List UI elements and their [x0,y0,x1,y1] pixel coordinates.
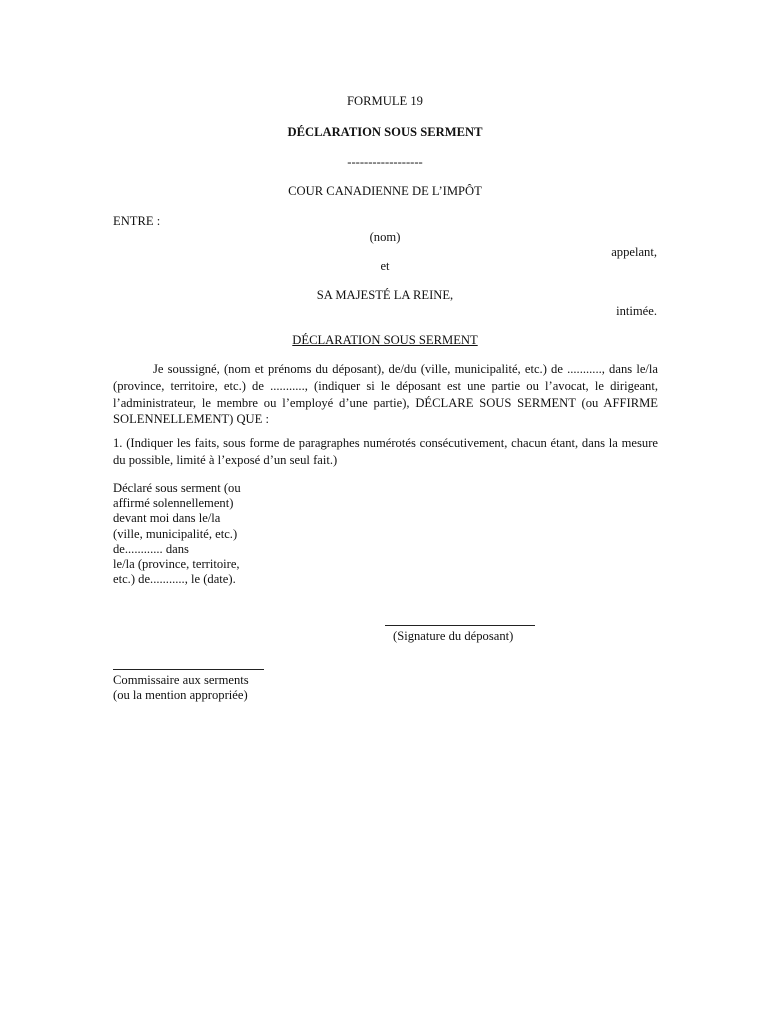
deponent-signature-line [385,625,535,626]
jurat-line: le/la (province, territoire, [113,557,240,572]
form-number: FORMULE 19 [347,94,423,108]
deponent-signature-label: (Signature du déposant) [393,629,514,643]
commissioner-signature-line [113,669,264,670]
jurat-line: affirmé solennellement) [113,496,234,511]
appellant-name-placeholder: (nom) [369,230,401,244]
jurat-line: (ville, municipalité, etc.) [113,526,238,541]
title-separator: ------------------ [347,155,423,169]
between-label: ENTRE : [113,214,161,228]
jurat-block [113,481,241,587]
commissioner-note: (ou la mention appropriée) [113,688,248,703]
court-name: COUR CANADIENNE DE L’IMPÔT [288,184,482,198]
jurat-line: de............ dans [113,541,189,556]
appellant-label: appelant, [611,245,657,259]
form-title: DÉCLARATION SOUS SERMENT [287,125,483,139]
respondent-label: intimée. [616,304,657,318]
commissioner-block [113,673,249,703]
jurat-line: etc.) de..........., le (date). [113,572,236,587]
jurat-line: Déclaré sous serment (ou [113,481,241,495]
commissioner-title: Commissaire aux serments [113,673,249,687]
facts-paragraph: 1. (Indiquer les faits, sous forme de paragraphes numérotés consécutivement, chacun étant, dans la mesure du possible, limité à l’exposé d’un seul fait.) [113,436,658,467]
section-title: DÉCLARATION SOUS SERMENT [292,333,478,347]
respondent-name: SA MAJESTÉ LA REINE, [316,288,454,302]
and-label: et [380,259,390,273]
oath-paragraph: Je soussigné, (nom et prénoms du déposant), de/du (ville, municipalité, etc.) de ..........., dans le/la (province, territoire, etc.) de ..........., (indiquer si le déposant est une partie ou l’avocat, le dirigeant, l’administrateur, le membre ou l’employé d’une partie), DÉCLARE SOUS SERMENT (ou AFFIRME SOLENNELLEMENT) QUE : [113,362,658,427]
jurat-line: devant moi dans le/la [113,511,221,526]
